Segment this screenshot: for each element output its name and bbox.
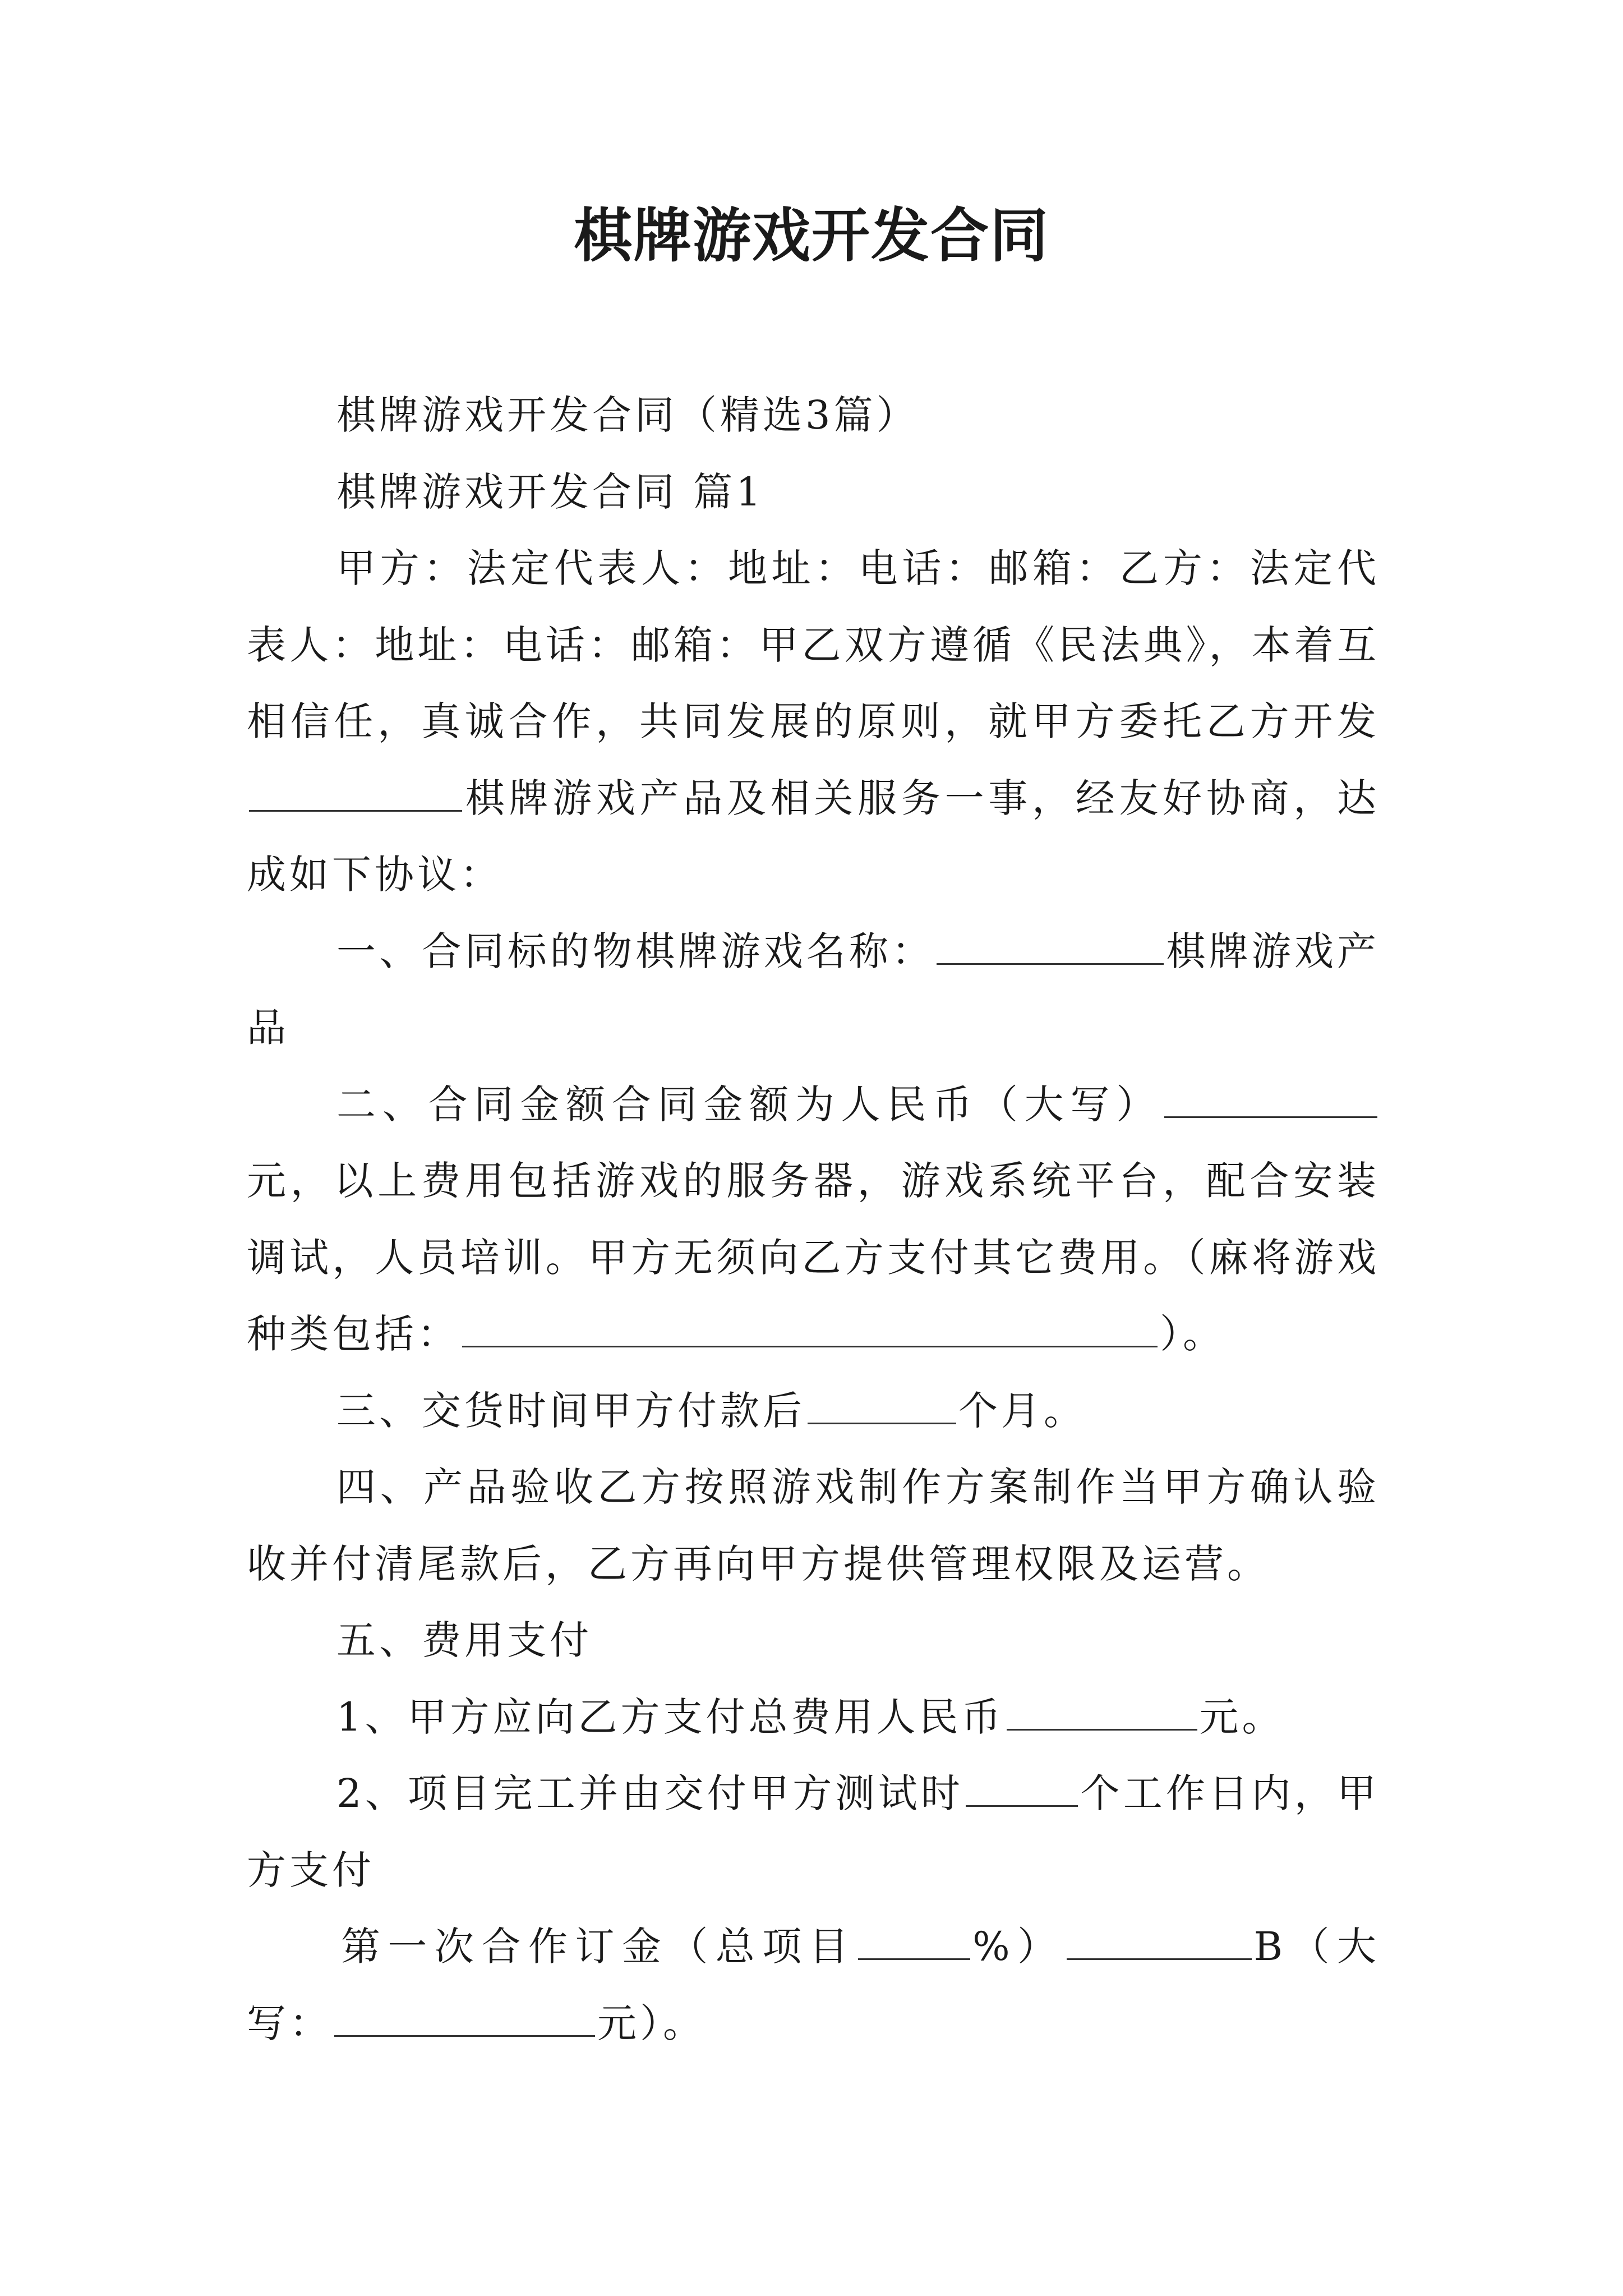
paragraph-text: %） <box>972 1924 1064 1970</box>
paragraph-text: 三、交货时间甲方付款后 <box>336 1387 805 1434</box>
paragraph-clause-4 <box>247 1449 1380 1602</box>
blank-field-game-types <box>462 1309 1158 1348</box>
paragraph-text: B（大写： <box>247 1924 1380 2046</box>
paragraph-clause-5-1 <box>247 1679 1380 1756</box>
paragraph-text: 棋牌游戏开发合同（精选3篇） <box>336 392 919 438</box>
paragraph-text: 第一次合作订金（总项目 <box>341 1924 856 1970</box>
paragraph-clause-5 <box>247 1602 1380 1679</box>
paragraph-text: 1、甲方应向乙方支付总费用人民币 <box>336 1694 1004 1740</box>
blank-field-deposit <box>1067 1921 1252 1961</box>
paragraph-text: 甲方：法定代表人：地址：电话：邮箱：乙方：法定代表人：地址：电话：邮箱：甲乙双方遵循《民法典》，本着互相信任，真诚合作，共同发展的原则，就甲方委托乙方开发 <box>247 545 1380 744</box>
blank-field-product <box>249 772 462 812</box>
paragraph-text: 个月。 <box>958 1387 1086 1434</box>
document-title: 棋牌游戏开发合同 <box>573 201 1049 270</box>
paragraph-text: 五、费用支付 <box>336 1617 592 1663</box>
paragraph-text: 棋牌游戏开发合同 篇1 <box>336 468 764 515</box>
paragraph-subtitle <box>247 377 1380 454</box>
paragraph-clause-1 <box>247 913 1380 1066</box>
paragraph-text: 棋牌游戏产品及相关服务一事，经友好协商，达成如下协议： <box>247 775 1380 898</box>
paragraph-clause-5-2 <box>247 1755 1380 1908</box>
blank-field-deposit-words <box>334 1998 595 2037</box>
blank-field-total-fee <box>1007 1691 1197 1731</box>
paragraph-section-heading <box>247 454 1380 531</box>
paragraph-text: ）。 <box>1160 1311 1225 1357</box>
paragraph-clause-2 <box>247 1066 1380 1373</box>
paragraph-text: 棋牌游戏产品 <box>247 928 1380 1051</box>
blank-field-workdays <box>966 1768 1078 1807</box>
paragraph-text: 元，以上费用包括游戏的服务器，游戏系统平台，配合安装调试，人员培训。甲方无须向乙方支付其它费用。（麻将游戏种类包括： <box>247 1158 1380 1357</box>
paragraph-deposit <box>247 1908 1380 2062</box>
paragraph-text: 2、项目完工并由交付甲方测试时 <box>336 1770 964 1816</box>
paragraph-text: 元。 <box>1199 1694 1285 1740</box>
blank-field-amount <box>1164 1079 1377 1118</box>
blank-field-percent <box>858 1921 970 1961</box>
paragraph-text: 个工作日内，甲方支付 <box>247 1770 1380 1893</box>
paragraph-text: 元）。 <box>597 2000 706 2046</box>
paragraph-text: 四、产品验收乙方按照游戏制作方案制作当甲方确认验收并付清尾款后，乙方再向甲方提供管理权限及运营。 <box>247 1464 1380 1587</box>
paragraph-text: 二、合同金额合同金额为人民币（大写） <box>336 1081 1162 1128</box>
document-body <box>247 377 1380 2062</box>
blank-field-game-name <box>937 926 1164 965</box>
blank-field-months <box>808 1385 956 1424</box>
paragraph-clause-3 <box>247 1373 1380 1450</box>
paragraph-parties <box>247 530 1380 913</box>
paragraph-text: 一、合同标的物棋牌游戏名称： <box>336 928 935 974</box>
